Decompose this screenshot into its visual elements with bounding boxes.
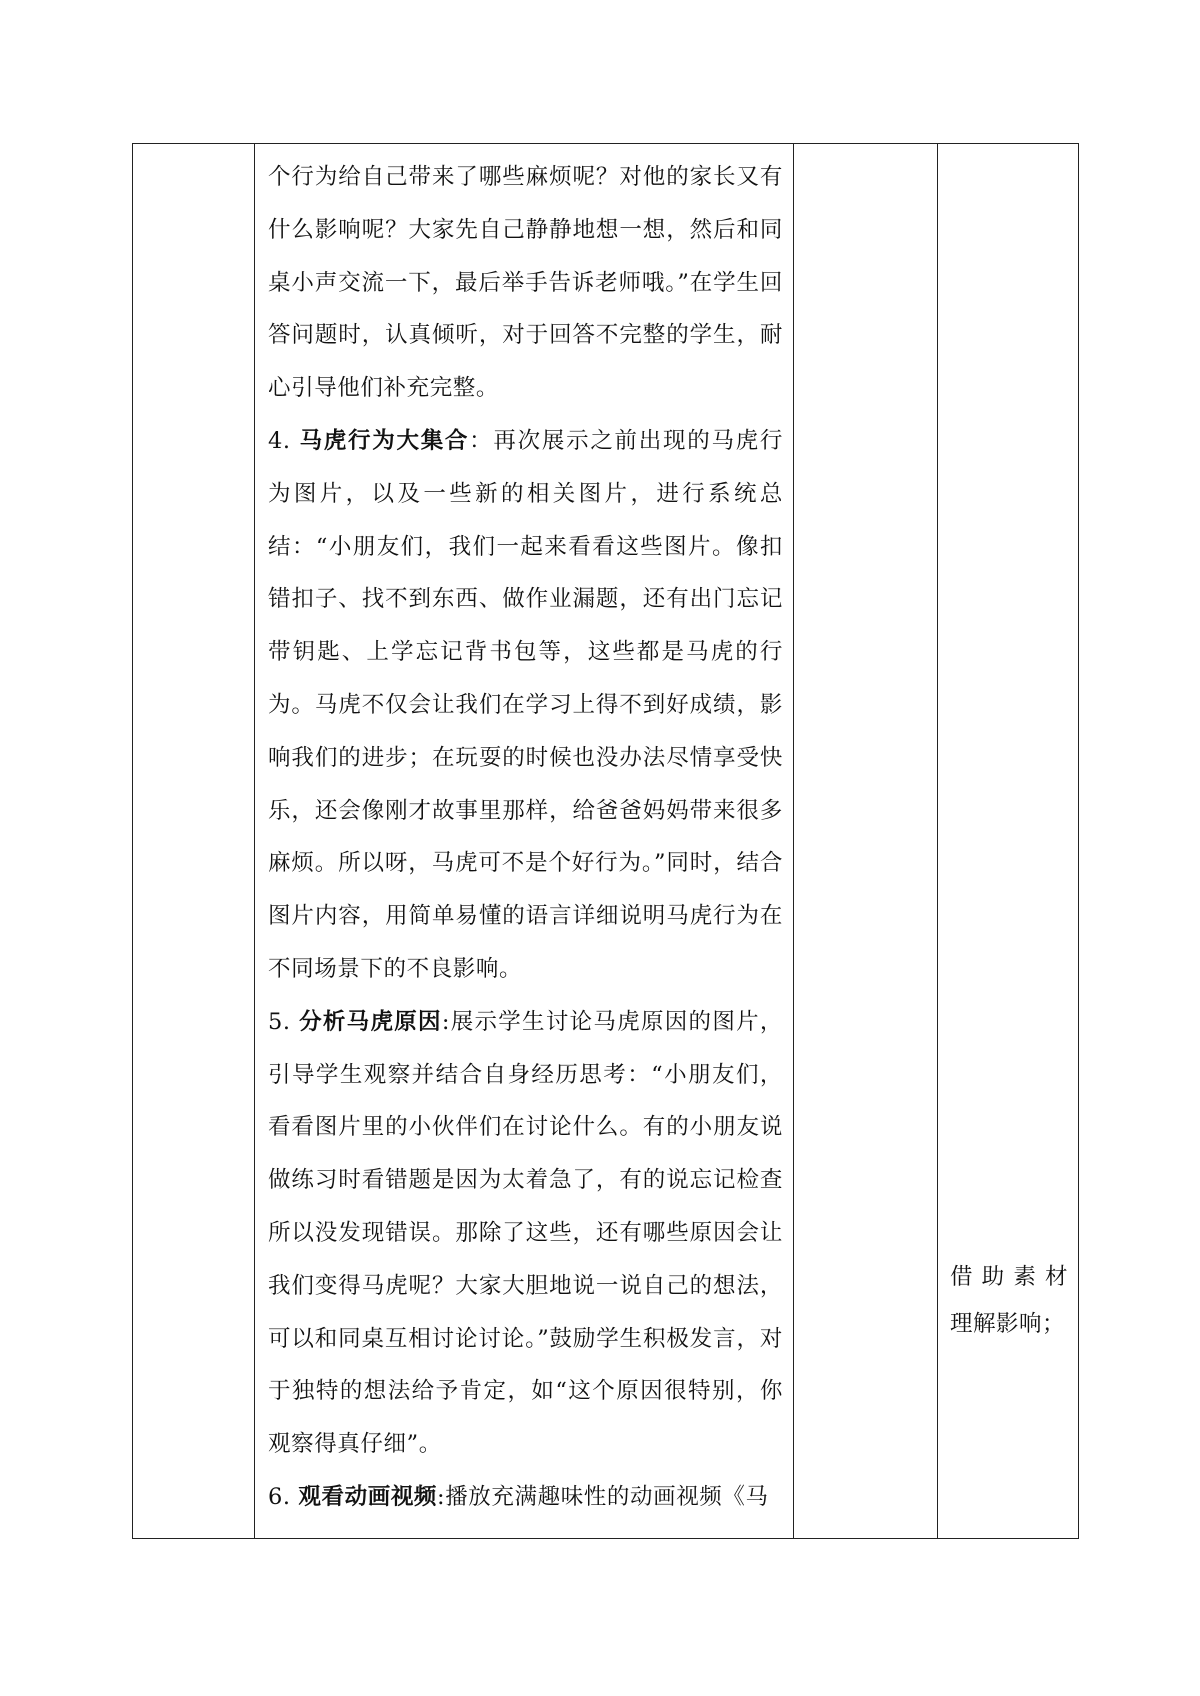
paragraph-heading: 观看动画视频 bbox=[298, 1483, 438, 1510]
paragraph-text: ：再次展示之前出现的马虎行为图片，以及一些新的相关图片，进行系统总结：“小朋友们，我们一起来看看这些图片。像扣错扣子、找不到东西、做作业漏题，还有出门忘记带钥匙、上学忘记背书包等，这些都是马虎的行为。马虎不仅会让我们在学习上得不到好成绩，影响我们的进步；在玩耍的时候也没办法尽情享受快乐，还会像刚才故事里那样，给爸爸妈妈带来很多麻烦。所以呀，马虎可不是个好行为。”同时，结合图片内容，用简单易懂的语言详细说明马虎行为在不同场景下的不良影响。 bbox=[268, 427, 784, 982]
paragraph-6 bbox=[268, 1471, 783, 1524]
paragraph-heading: 分析马虎原因 bbox=[299, 1008, 442, 1035]
paragraph-continued bbox=[268, 151, 783, 415]
note-char: 材 bbox=[1044, 1264, 1068, 1290]
note-char: 借 bbox=[950, 1264, 974, 1290]
note-char: 助 bbox=[981, 1264, 1005, 1290]
paragraph-number: 4. bbox=[268, 427, 300, 454]
paragraph-number: 5. bbox=[268, 1008, 300, 1035]
paragraph-4 bbox=[268, 415, 783, 996]
lesson-plan-table bbox=[132, 143, 1079, 1539]
note-char: 素 bbox=[1013, 1264, 1037, 1290]
empty-cell-third-column bbox=[794, 144, 938, 1539]
paragraph-text: :展示学生讨论马虎原因的图片，引导学生观察并结合自身经历思考：“小朋友们，看看图片里的小伙伴们在讨论什么。有的小朋友说做练习时看错题是因为太着急了，有的说忘记检查所以没发现错误。那除了这些，还有哪些原因会让我们变得马虎呢？大家大胆地说一说自己的想法，可以和同桌互相讨论讨论。”鼓励学生积极发言，对于独特的想法给予肯定，如“这个原因很特别，你观察得真仔细”。 bbox=[268, 1008, 783, 1458]
paragraph-5 bbox=[268, 996, 783, 1471]
empty-cell-first-column bbox=[133, 144, 255, 1539]
design-intent-cell bbox=[938, 144, 1079, 1539]
paragraph-text: :播放充满趣味性的动画视频《马 bbox=[437, 1483, 769, 1510]
teaching-process-cell bbox=[255, 144, 794, 1539]
teaching-process-text bbox=[255, 144, 793, 1524]
paragraph-text: 个行为给自己带来了哪些麻烦呢？对他的家长又有什么影响呢？大家先自己静静地想一想，然后和同桌小声交流一下，最后举手告诉老师哦。”在学生回答问题时，认真倾听，对于回答不完整的学生，耐心引导他们补充完整。 bbox=[268, 164, 783, 402]
table-row bbox=[133, 144, 1079, 1539]
design-intent-note bbox=[950, 1254, 1068, 1348]
paragraph-heading: 马虎行为大集合 bbox=[299, 427, 470, 454]
note-line-2: 理解影响； bbox=[950, 1311, 1066, 1337]
note-line-1 bbox=[950, 1254, 1068, 1301]
paragraph-number: 6. bbox=[268, 1483, 299, 1510]
